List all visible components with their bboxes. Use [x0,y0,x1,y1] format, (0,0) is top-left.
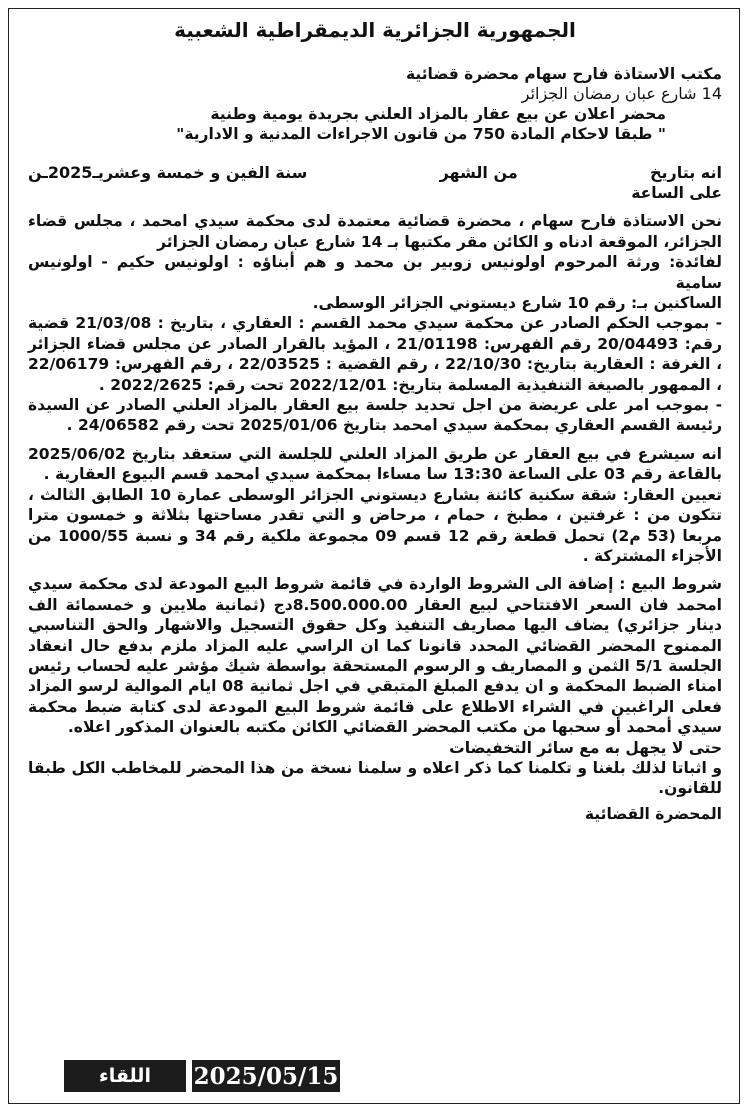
paragraph-auction: انه سيشرع في بيع العقار عن طريق المزاد العلني للجلسة التي ستعقد بتاريخ 2025/06/02 بالقاعة رقم 03 على الساعة 13:30 سا مساءا بمحكمة سيدي امحمد قسم البيوع العقارية . [28,444,722,484]
legal-notice [28,18,722,823]
paragraph-property: تعيين العقار: شقة سكنية كائنة بشارع ديستوني الجزائر الوسطى عمارة 10 الطابق الثالث ، تتكون من : غرفتين ، مطبخ ، حمام ، مرحاض و التي تقدر مساحتها بثلاثة و خمسون مترا مربعا (53 م2) تحمل قطعة رقم 12 قسم 09 مجموعة ملكية رقم 34 و نسبة 1000/55 من الأجزاء المشتركة . [28,485,722,565]
newspaper-name: اللقاء [64,1060,186,1092]
signature-label: المحضرة القضائية [584,804,722,823]
paragraph-conditions: شروط البيع : إضافة الى الشروط الواردة في قائمة شروط البيع المودعة لدى محكمة سيدي امحمد فان السعر الافتتاحي لبيع العقار 8.500.000.00دج (ثمانية ملايين و خمسمائة الف دينار جزائري) يضاف اليها مصاريف التنفيذ وكل حقوق التسجيل والاشهار والحق التناسبي الممنوح المحضر القضائي المحدد قانونا كما ان الراسي عليه المزاد ملزم بدفع حال انعقاد الجلسة 5/1 الثمن و المصاريف و الرسوم المستحقة بواسطة شيك مؤشر عليه لحساب رئيس امناء الضبط المحكمة و ان يدفع المبلغ المتبقي في اجل ثمانية 08 ايام الموالية لرسو المزاد فعلى الراغبين في الشراء الاطلاع على قائمة شروط البيع المودعة لدى كتابة ضبط محكمة سيدي أمحمد أو سحبها من مكتب المحضر القضائي الكائن مكتبه بالعنوان المذكور اعلاه. [28,575,723,737]
paragraph-residence: الساكنين بـ: رقم 10 شارع ديستوني الجزائر الوسطى. [312,294,722,313]
publication-date: 2025/05/15 [192,1060,340,1092]
paragraph-judgment: - بموجب الحكم الصادر عن محكمة سيدي محمد القسم : العقاري ، بتاريخ : 21/03/08 قضية رقم: 20/04493 رقم الفهرس: 21/01198 ، المؤيد بالقرار الصادر عن مجلس قضاء الجزائر ، الغرفة : العقارية بتاريخ: 22/10/30 ، رقم القضية : 22/03525 ، رقم الفهرس: 22/06179 ، الممهور بالصيغة التنفيذية المسلمة بتاريخ: 2022/12/01 تحت رقم: 2022/2625 . [28,314,723,394]
paragraph-closing: و اثباتا لذلك بلغنا و تكلمنا كما ذكر اعلاه و سلمنا نسخة من هذا المحضر للمخاطب الكل طبقا للقانون. [28,758,722,798]
office-address: 14 شارع عبان رمضان الجزائر [521,84,722,103]
date-month: من الشهر [439,163,518,182]
date-on: انه بتاريخ [649,163,722,182]
document-title: الجمهورية الجزائرية الديمقراطية الشعبية [174,18,576,42]
publication-footer [64,1060,340,1093]
office-name: مكتب الاستاذة فارح سهام محضرة قضائية [405,65,722,83]
paragraph-discounts: حتى لا يجهل به مع سائر التخفيضات [449,738,722,757]
notice-subject: محضر اعلان عن بيع عقار بالمزاد العلني بجريدة يومية وطنية [210,105,666,123]
paragraph-bailiff: نحن الاستاذة فارح سهام ، محضرة قضائية معتمدة لدى محكمة سيدي امحمد ، مجلس قضاء الجزائر، الموقعة ادناه و الكائن مقر مكتبها بـ 14 شارع عبان رمضان الجزائر [28,212,722,251]
date-hour: على الساعة [631,184,722,202]
date-line [28,162,722,183]
date-year: سنة الفين و خمسة وعشريـ2025ـن [28,163,308,182]
paragraph-order: - بموجب امر على عريضة من اجل تحديد جلسة بيع العقار بالمزاد العلني الصادر عن السيدة رئيسة القسم العقاري بمحكمة سيدي امحمد بتاريخ 2025/01/06 تحت رقم 24/06582 . [28,396,722,435]
legal-basis: " طبقا لاحكام المادة 750 من قانون الاجراءات المدنية و الادارية" [176,125,666,143]
paragraph-beneficiary: لفائدة: ورثة المرحوم اولونيس زوبير بن محمد و هم أبناؤه : اولونيس حكيم - اولونيس سامية [28,253,722,292]
